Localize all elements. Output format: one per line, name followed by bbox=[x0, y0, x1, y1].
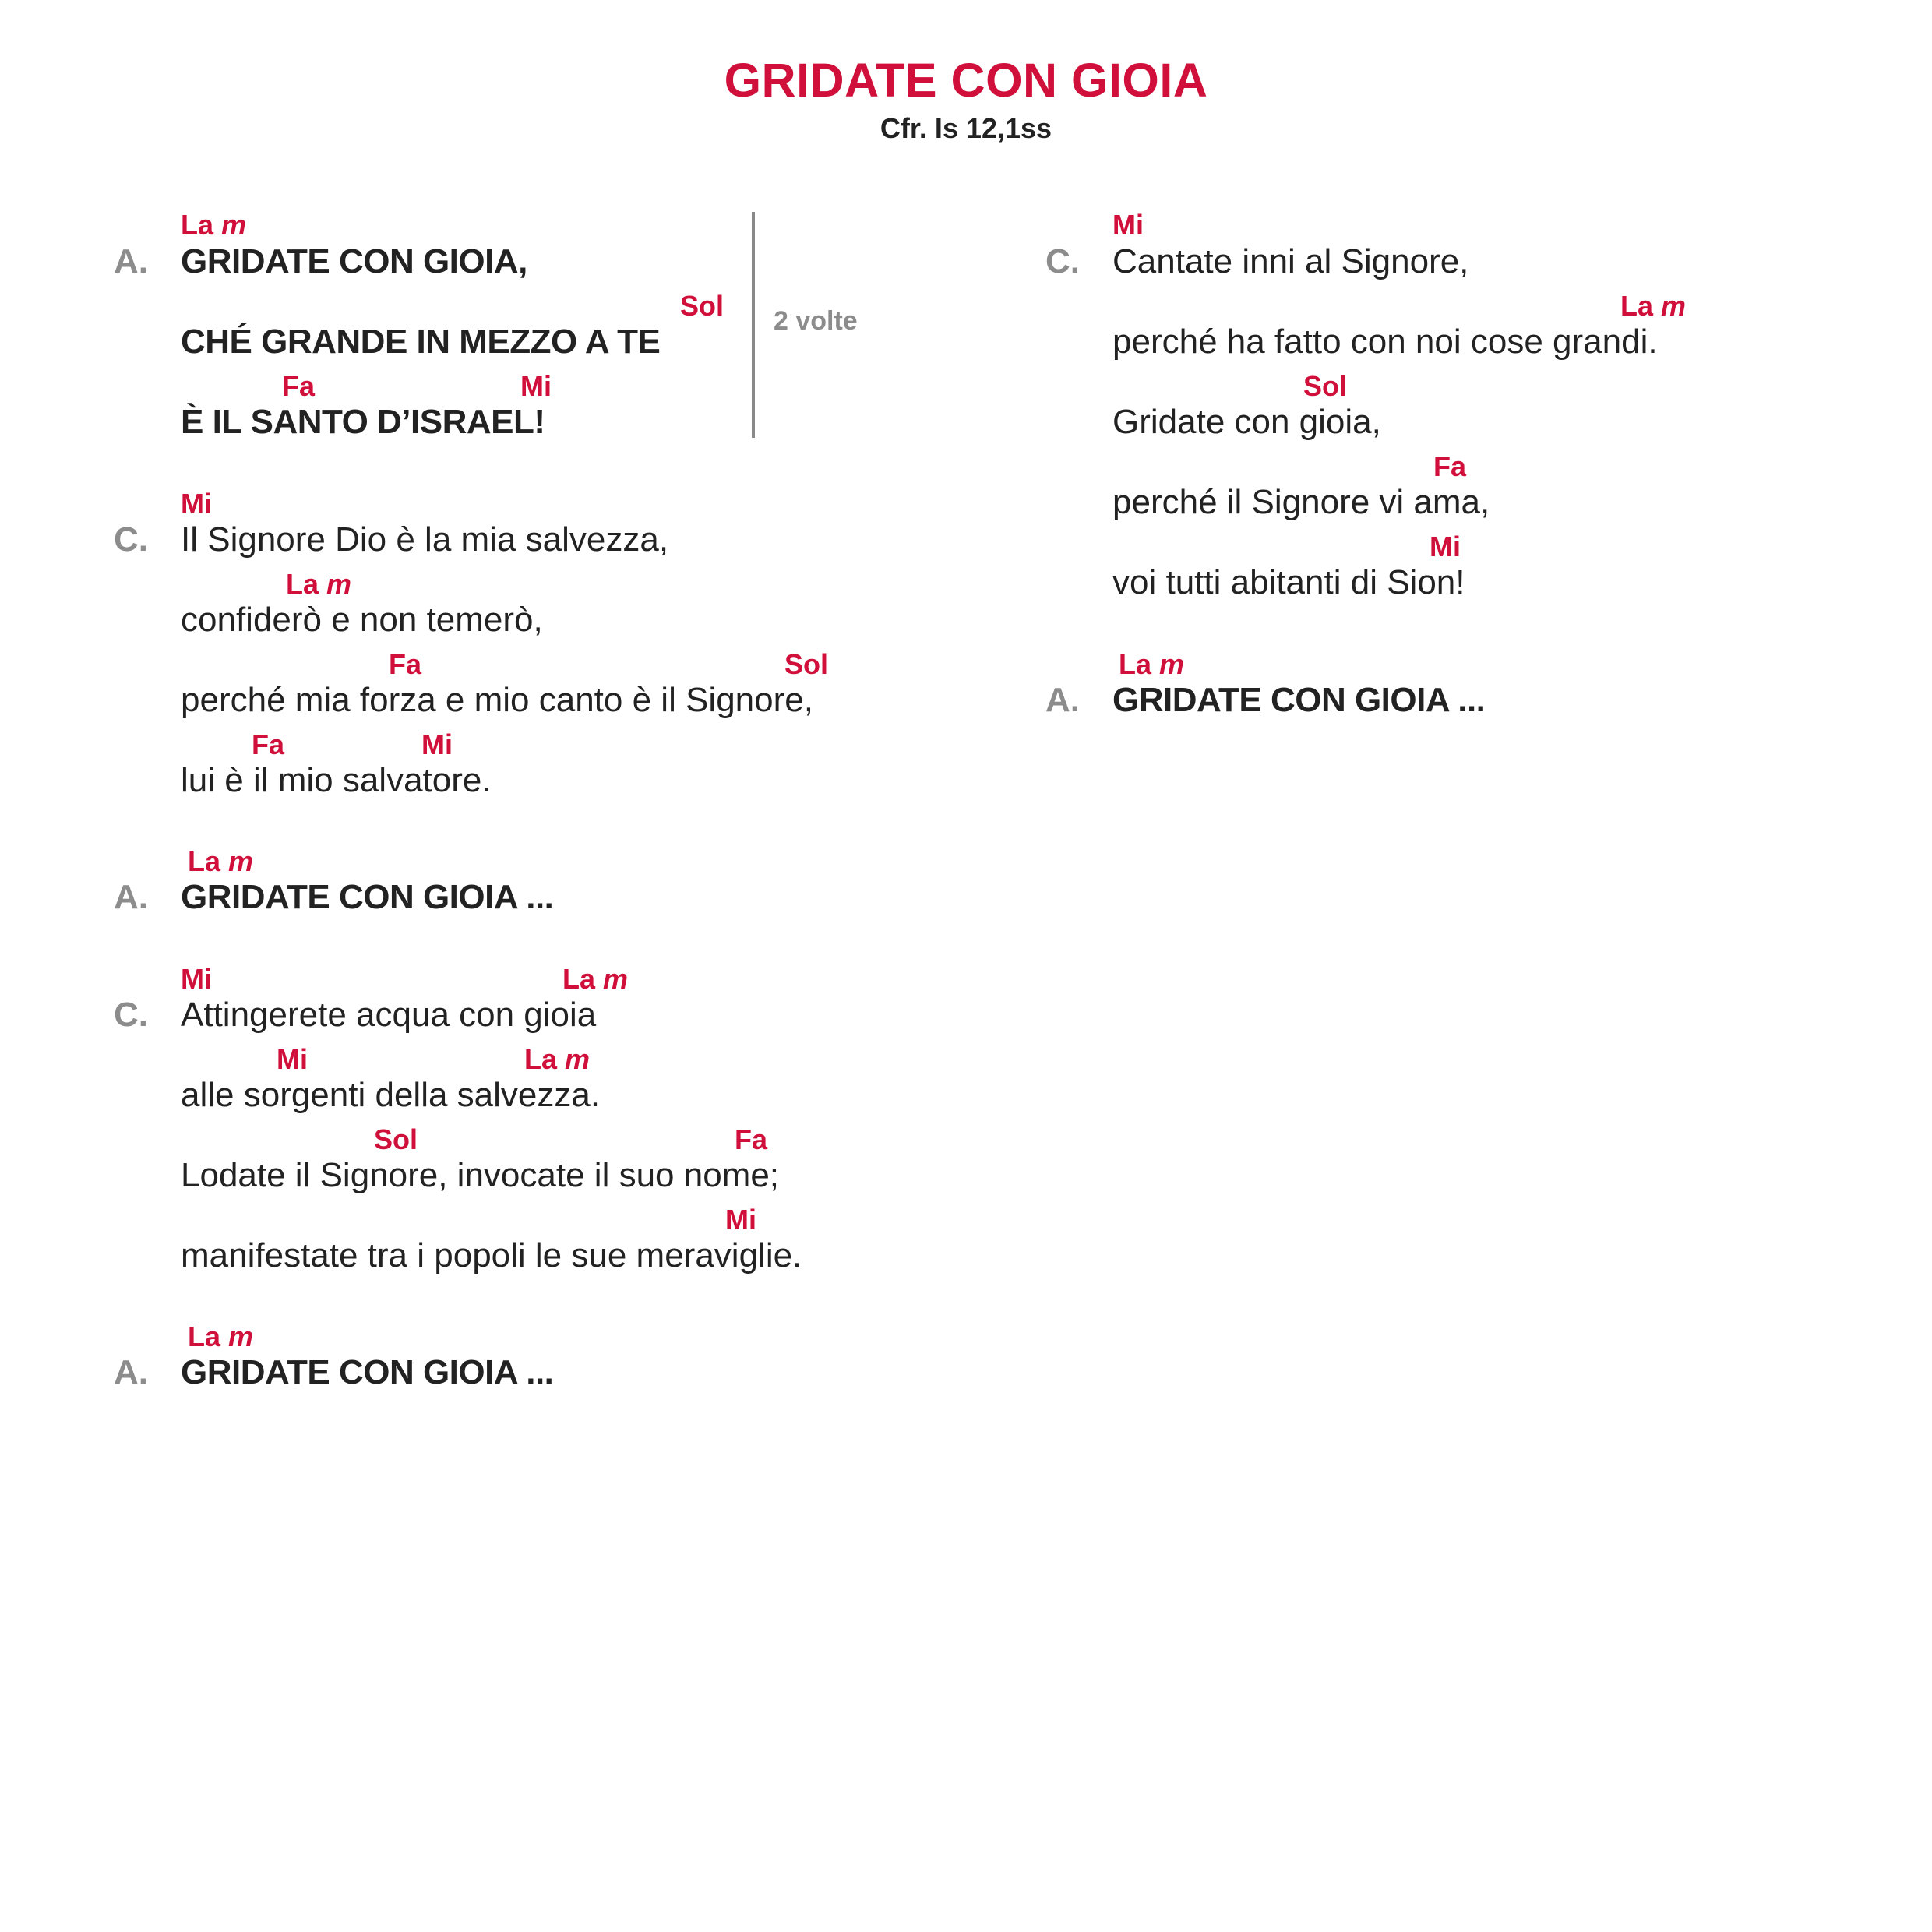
lyric-line: GRIDATE CON GIOIA ... bbox=[181, 1353, 554, 1391]
song-reference: Cfr. Is 12,1ss bbox=[880, 112, 1052, 144]
lyric-line: È IL SANTO D’ISRAEL! bbox=[181, 403, 545, 441]
chord: Sol bbox=[680, 290, 724, 322]
lyric-line: CHÉ GRANDE IN MEZZO A TE bbox=[181, 323, 661, 361]
chord: Fa bbox=[252, 728, 285, 760]
chord: Mi bbox=[1430, 531, 1461, 562]
chord: Mi bbox=[181, 963, 212, 995]
chord: Sol bbox=[1303, 370, 1348, 402]
lyric-line: Cantate inni al Signore, bbox=[1112, 242, 1469, 280]
chord: Mi bbox=[181, 488, 212, 520]
lyric-line: confiderò e non temerò, bbox=[181, 601, 543, 639]
chord: Fa bbox=[1433, 450, 1467, 482]
chord: La m bbox=[188, 845, 254, 877]
lyric-line: perché mia forza e mio canto è il Signore, bbox=[181, 681, 813, 719]
chord: La m bbox=[188, 1320, 254, 1352]
lyric-line: lui è il mio salvatore. bbox=[181, 761, 492, 799]
lyric-line: Lodate il Signore, invocate il suo nome; bbox=[181, 1156, 780, 1194]
section-marker: C. bbox=[114, 520, 148, 559]
lyric-line: voi tutti abitanti di Sion! bbox=[1112, 563, 1465, 601]
chord: La m bbox=[286, 568, 352, 600]
lyric-line: Il Signore Dio è la mia salvezza, bbox=[181, 520, 669, 559]
lyric-line: GRIDATE CON GIOIA, bbox=[181, 242, 527, 280]
chord: Fa bbox=[735, 1123, 768, 1155]
song-title: GRIDATE CON GIOIA bbox=[724, 54, 1208, 107]
chord: Mi bbox=[1112, 209, 1144, 241]
chord: La m bbox=[181, 209, 247, 241]
chord: Mi bbox=[725, 1204, 756, 1236]
lyric-line: manifestate tra i popoli le sue meraviglie. bbox=[181, 1236, 802, 1274]
section-marker: C. bbox=[114, 996, 148, 1034]
lyric-line: Attingerete acqua con gioia bbox=[181, 996, 597, 1034]
chord: La m bbox=[524, 1043, 591, 1075]
section-marker: C. bbox=[1045, 242, 1080, 280]
chord: La m bbox=[1119, 648, 1185, 680]
chord: Fa bbox=[282, 370, 316, 402]
lyric-line: perché ha fatto con noi cose grandi. bbox=[1112, 323, 1658, 361]
chord: Sol bbox=[374, 1123, 418, 1155]
section-marker: A. bbox=[114, 242, 148, 280]
lyric-line: GRIDATE CON GIOIA ... bbox=[181, 878, 554, 916]
lyric-line: alle sorgenti della salvezza. bbox=[181, 1076, 601, 1114]
lyric-line: Gridate con gioia, bbox=[1112, 403, 1381, 441]
chord: Fa bbox=[389, 648, 422, 680]
section-marker: A. bbox=[1045, 681, 1080, 719]
chord: La m bbox=[1620, 290, 1687, 322]
chord: Mi bbox=[520, 370, 552, 402]
chord: Mi bbox=[421, 728, 453, 760]
chord: Sol bbox=[784, 648, 829, 680]
repeat-bracket bbox=[752, 212, 755, 438]
chord: Mi bbox=[277, 1043, 308, 1075]
repeat-label: 2 volte bbox=[774, 306, 858, 336]
section-marker: A. bbox=[114, 878, 148, 916]
lyric-line: perché il Signore vi ama, bbox=[1112, 483, 1490, 521]
section-marker: A. bbox=[114, 1353, 148, 1391]
chord: La m bbox=[562, 963, 629, 995]
lyric-line: GRIDATE CON GIOIA ... bbox=[1112, 681, 1486, 719]
